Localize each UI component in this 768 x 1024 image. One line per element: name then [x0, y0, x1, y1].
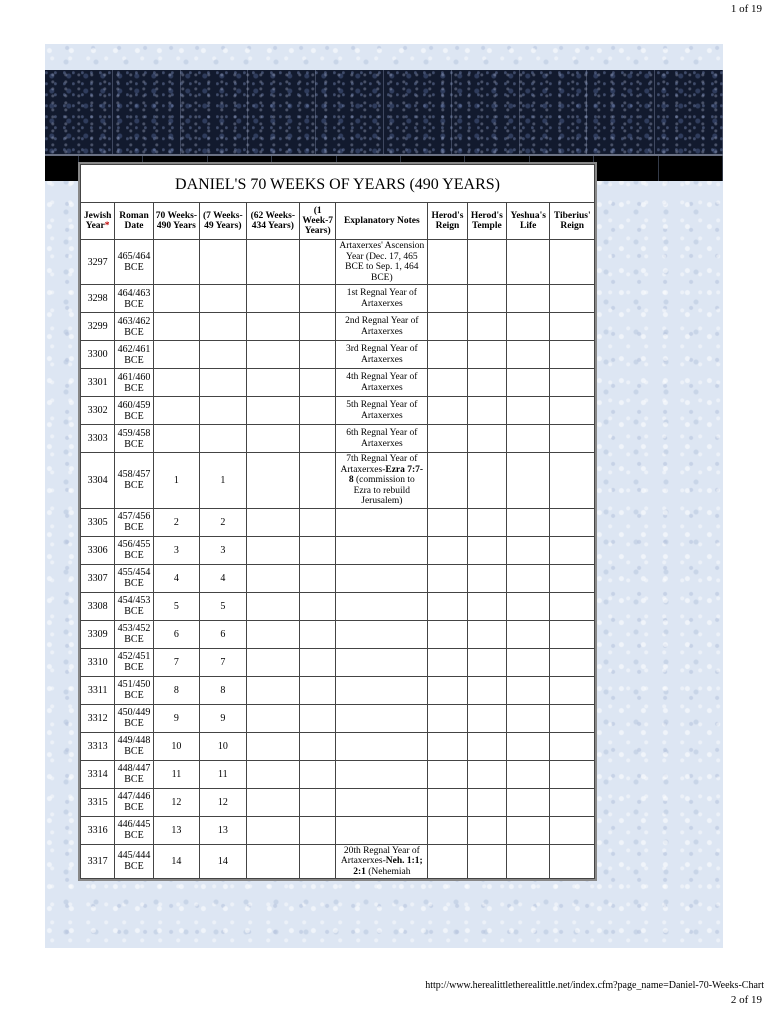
jewish-year-cell: 3310 [81, 648, 115, 676]
weeks70-cell [153, 397, 199, 425]
tiberius-reign-cell [550, 453, 595, 509]
weeks7-cell: 13 [200, 816, 246, 844]
jewish-year-cell: 3307 [81, 564, 115, 592]
weeks70-cell: 4 [153, 564, 199, 592]
herods-reign-cell [428, 592, 467, 620]
roman-date-cell: 450/449 BCE [115, 704, 153, 732]
weeks7-cell: 2 [200, 508, 246, 536]
scripture-reference: Ezra 7:7-8 [348, 464, 424, 485]
yeshuas-life-cell [507, 760, 550, 788]
yeshuas-life-cell [507, 620, 550, 648]
roman-date-cell: 446/445 BCE [115, 816, 153, 844]
weeks7-cell: 11 [200, 760, 246, 788]
page-number-top: 1 of 19 [730, 3, 762, 15]
herods-reign-cell [428, 620, 467, 648]
weeks62-cell [246, 620, 300, 648]
weeks70-cell: 11 [153, 760, 199, 788]
yeshuas-life-cell [507, 704, 550, 732]
table-row [81, 425, 595, 453]
yeshuas-life-cell [507, 592, 550, 620]
header-yeshuas-life: Yeshua's Life [507, 203, 550, 240]
weeks70-cell: 6 [153, 620, 199, 648]
weeks7-cell: 12 [200, 788, 246, 816]
weeks7-cell [200, 341, 246, 369]
table-row [81, 313, 595, 341]
jewish-year-cell: 3304 [81, 453, 115, 509]
tiberius-reign-cell [550, 704, 595, 732]
weeks70-cell: 9 [153, 704, 199, 732]
week1-cell [300, 453, 336, 509]
notes-cell [336, 732, 428, 760]
herods-reign-cell [428, 369, 467, 397]
herods-reign-cell [428, 564, 467, 592]
jewish-year-cell: 3297 [81, 240, 115, 285]
roman-date-cell: 463/462 BCE [115, 313, 153, 341]
weeks7-cell: 9 [200, 704, 246, 732]
herods-reign-cell [428, 240, 467, 285]
jewish-year-cell: 3298 [81, 285, 115, 313]
jewish-year-cell: 3313 [81, 732, 115, 760]
table-row [81, 453, 595, 509]
notes-cell: 1st Regnal Year of Artaxerxes [336, 285, 428, 313]
notes-cell [336, 564, 428, 592]
jewish-year-cell: 3300 [81, 341, 115, 369]
weeks70-cell: 10 [153, 732, 199, 760]
tiberius-reign-cell [550, 788, 595, 816]
herods-reign-cell [428, 732, 467, 760]
weeks62-cell [246, 240, 300, 285]
weeks70-cell [153, 369, 199, 397]
herods-reign-cell [428, 508, 467, 536]
roman-date-cell: 460/459 BCE [115, 397, 153, 425]
table-row [81, 369, 595, 397]
tiberius-reign-cell [550, 816, 595, 844]
table-row [81, 704, 595, 732]
week1-cell [300, 240, 336, 285]
week1-cell [300, 704, 336, 732]
header-row [81, 203, 595, 240]
tiberius-reign-cell [550, 620, 595, 648]
yeshuas-life-cell [507, 369, 550, 397]
jewish-year-cell: 3316 [81, 816, 115, 844]
weeks62-cell [246, 760, 300, 788]
header-62-weeks: (62 Weeks-434 Years) [246, 203, 300, 240]
week1-cell [300, 369, 336, 397]
week1-cell [300, 788, 336, 816]
notes-cell: 5th Regnal Year of Artaxerxes [336, 397, 428, 425]
weeks7-cell [200, 425, 246, 453]
weeks62-cell [246, 341, 300, 369]
weeks7-cell [200, 397, 246, 425]
yeshuas-life-cell [507, 425, 550, 453]
tiberius-reign-cell [550, 341, 595, 369]
herods-reign-cell [428, 676, 467, 704]
weeks70-cell [153, 285, 199, 313]
weeks70-cell [153, 240, 199, 285]
weeks70-cell: 5 [153, 592, 199, 620]
note-text: 7th Regnal Year of Artaxerxes- [340, 454, 418, 475]
table-row [81, 788, 595, 816]
herods-temple-cell [467, 704, 506, 732]
notes-cell: 3rd Regnal Year of Artaxerxes [336, 341, 428, 369]
herods-reign-cell [428, 788, 467, 816]
roman-date-cell: 452/451 BCE [115, 648, 153, 676]
jewish-year-cell: 3314 [81, 760, 115, 788]
tiberius-reign-cell [550, 564, 595, 592]
jewish-year-cell: 3311 [81, 676, 115, 704]
notes-cell [336, 508, 428, 536]
herods-reign-cell [428, 816, 467, 844]
chart-table-container [78, 162, 597, 881]
herods-reign-cell [428, 536, 467, 564]
yeshuas-life-cell [507, 732, 550, 760]
herods-temple-cell [467, 536, 506, 564]
weeks70-cell: 2 [153, 508, 199, 536]
tiberius-reign-cell [550, 676, 595, 704]
header-explanatory-notes: Explanatory Notes [336, 203, 428, 240]
tiberius-reign-cell [550, 425, 595, 453]
roman-date-cell: 465/464 BCE [115, 240, 153, 285]
header-herods-reign: Herod's Reign [428, 203, 467, 240]
week1-cell [300, 620, 336, 648]
table-row [81, 732, 595, 760]
yeshuas-life-cell [507, 788, 550, 816]
herods-temple-cell [467, 285, 506, 313]
table-row [81, 397, 595, 425]
weeks70-cell: 3 [153, 536, 199, 564]
table-row [81, 240, 595, 285]
week1-cell [300, 397, 336, 425]
page-number-bottom: 2 of 19 [730, 994, 762, 1006]
header-7-weeks: (7 Weeks-49 Years) [200, 203, 246, 240]
roman-date-cell: 451/450 BCE [115, 676, 153, 704]
yeshuas-life-cell [507, 536, 550, 564]
jewish-year-cell: 3303 [81, 425, 115, 453]
yeshuas-life-cell [507, 508, 550, 536]
herods-temple-cell [467, 676, 506, 704]
herods-reign-cell [428, 453, 467, 509]
herods-temple-cell [467, 369, 506, 397]
tiberius-reign-cell [550, 508, 595, 536]
tiberius-reign-cell [550, 592, 595, 620]
roman-date-cell: 464/463 BCE [115, 285, 153, 313]
herods-temple-cell [467, 313, 506, 341]
herods-reign-cell [428, 425, 467, 453]
table-row [81, 341, 595, 369]
week1-cell [300, 844, 336, 879]
jewish-year-cell: 3302 [81, 397, 115, 425]
notes-cell [336, 816, 428, 844]
daniel-70-weeks-table [80, 164, 595, 879]
notes-cell [336, 844, 428, 879]
herods-reign-cell [428, 844, 467, 879]
weeks70-cell: 8 [153, 676, 199, 704]
header-herods-temple: Herod's Temple [467, 203, 506, 240]
weeks7-cell [200, 285, 246, 313]
week1-cell [300, 732, 336, 760]
roman-date-cell: 453/452 BCE [115, 620, 153, 648]
tiberius-reign-cell [550, 397, 595, 425]
yeshuas-life-cell [507, 844, 550, 879]
weeks7-cell: 7 [200, 648, 246, 676]
notes-cell: 4th Regnal Year of Artaxerxes [336, 369, 428, 397]
jewish-year-cell: 3308 [81, 592, 115, 620]
week1-cell [300, 508, 336, 536]
tiberius-reign-cell [550, 369, 595, 397]
weeks62-cell [246, 648, 300, 676]
table-row [81, 760, 595, 788]
yeshuas-life-cell [507, 285, 550, 313]
herods-reign-cell [428, 285, 467, 313]
notes-cell [336, 536, 428, 564]
week1-cell [300, 676, 336, 704]
jewish-year-cell: 3306 [81, 536, 115, 564]
yeshuas-life-cell [507, 240, 550, 285]
yeshuas-life-cell [507, 676, 550, 704]
notes-cell [336, 648, 428, 676]
herods-temple-cell [467, 453, 506, 509]
notes-cell [336, 592, 428, 620]
weeks62-cell [246, 369, 300, 397]
weeks62-cell [246, 704, 300, 732]
weeks62-cell [246, 397, 300, 425]
weeks62-cell [246, 508, 300, 536]
tiberius-reign-cell [550, 313, 595, 341]
tiberius-reign-cell [550, 844, 595, 879]
table-row [81, 508, 595, 536]
table-row [81, 676, 595, 704]
header-banner [45, 70, 723, 156]
tiberius-reign-cell [550, 648, 595, 676]
yeshuas-life-cell [507, 397, 550, 425]
notes-cell [336, 453, 428, 509]
notes-cell: Artaxerxes' Ascension Year (Dec. 17, 465 BCE to Sep. 1, 464 BCE) [336, 240, 428, 285]
yeshuas-life-cell [507, 564, 550, 592]
header-1-week: (1 Week-7 Years) [300, 203, 336, 240]
weeks62-cell [246, 453, 300, 509]
roman-date-cell: 459/458 BCE [115, 425, 153, 453]
herods-temple-cell [467, 732, 506, 760]
roman-date-cell: 456/455 BCE [115, 536, 153, 564]
weeks62-cell [246, 313, 300, 341]
tiberius-reign-cell [550, 760, 595, 788]
week1-cell [300, 425, 336, 453]
week1-cell [300, 313, 336, 341]
weeks70-cell: 13 [153, 816, 199, 844]
roman-date-cell: 457/456 BCE [115, 508, 153, 536]
week1-cell [300, 341, 336, 369]
asterisk-mark: * [104, 221, 110, 231]
footer-url: http://www.herealittletherealittle.net/index.cfm?page_name=Daniel-70-Weeks-Chart [425, 980, 764, 991]
tiberius-reign-cell [550, 240, 595, 285]
note-text: (Nehemiah [365, 866, 411, 877]
jewish-year-cell: 3312 [81, 704, 115, 732]
table-row [81, 816, 595, 844]
weeks7-cell: 6 [200, 620, 246, 648]
weeks7-cell [200, 240, 246, 285]
weeks7-cell: 8 [200, 676, 246, 704]
herods-reign-cell [428, 397, 467, 425]
week1-cell [300, 760, 336, 788]
yeshuas-life-cell [507, 313, 550, 341]
herods-temple-cell [467, 648, 506, 676]
herods-temple-cell [467, 240, 506, 285]
roman-date-cell: 455/454 BCE [115, 564, 153, 592]
weeks62-cell [246, 592, 300, 620]
herods-reign-cell [428, 648, 467, 676]
yeshuas-life-cell [507, 341, 550, 369]
week1-cell [300, 285, 336, 313]
weeks62-cell [246, 676, 300, 704]
scripture-reference: Neh. 1:1; 2:1 [353, 856, 423, 877]
weeks7-cell: 14 [200, 844, 246, 879]
jewish-year-cell: 3309 [81, 620, 115, 648]
note-text: (commission to Ezra to rebuild Jerusalem) [353, 475, 415, 506]
notes-cell: 2nd Regnal Year of Artaxerxes [336, 313, 428, 341]
herods-temple-cell [467, 620, 506, 648]
weeks7-cell [200, 313, 246, 341]
weeks70-cell: 7 [153, 648, 199, 676]
tiberius-reign-cell [550, 536, 595, 564]
weeks70-cell [153, 425, 199, 453]
herods-temple-cell [467, 425, 506, 453]
week1-cell [300, 592, 336, 620]
notes-cell: 6th Regnal Year of Artaxerxes [336, 425, 428, 453]
weeks62-cell [246, 425, 300, 453]
roman-date-cell: 458/457 BCE [115, 453, 153, 509]
weeks7-cell: 3 [200, 536, 246, 564]
yeshuas-life-cell [507, 816, 550, 844]
header-roman-date: Roman Date [115, 203, 153, 240]
notes-cell [336, 760, 428, 788]
roman-date-cell: 445/444 BCE [115, 844, 153, 879]
herods-temple-cell [467, 788, 506, 816]
herods-reign-cell [428, 313, 467, 341]
jewish-year-cell: 3317 [81, 844, 115, 879]
weeks62-cell [246, 844, 300, 879]
herods-reign-cell [428, 704, 467, 732]
weeks70-cell [153, 341, 199, 369]
week1-cell [300, 564, 336, 592]
week1-cell [300, 648, 336, 676]
herods-temple-cell [467, 844, 506, 879]
table-row [81, 620, 595, 648]
weeks7-cell: 4 [200, 564, 246, 592]
notes-cell [336, 788, 428, 816]
roman-date-cell: 461/460 BCE [115, 369, 153, 397]
weeks70-cell: 14 [153, 844, 199, 879]
table-row [81, 648, 595, 676]
herods-temple-cell [467, 341, 506, 369]
table-row [81, 536, 595, 564]
herods-temple-cell [467, 592, 506, 620]
jewish-year-cell: 3305 [81, 508, 115, 536]
notes-cell [336, 620, 428, 648]
week1-cell [300, 536, 336, 564]
table-row [81, 592, 595, 620]
notes-cell [336, 676, 428, 704]
chart-title: DANIEL'S 70 WEEKS OF YEARS (490 YEARS) [81, 165, 595, 203]
weeks62-cell [246, 536, 300, 564]
roman-date-cell: 462/461 BCE [115, 341, 153, 369]
weeks7-cell [200, 369, 246, 397]
weeks62-cell [246, 285, 300, 313]
weeks62-cell [246, 732, 300, 760]
weeks62-cell [246, 564, 300, 592]
herods-temple-cell [467, 397, 506, 425]
note-text: 20th Regnal Year of Artaxerxes- [340, 845, 420, 866]
weeks7-cell: 10 [200, 732, 246, 760]
herods-temple-cell [467, 816, 506, 844]
herods-temple-cell [467, 564, 506, 592]
yeshuas-life-cell [507, 453, 550, 509]
herods-temple-cell [467, 508, 506, 536]
roman-date-cell: 448/447 BCE [115, 760, 153, 788]
weeks7-cell: 5 [200, 592, 246, 620]
table-row [81, 564, 595, 592]
yeshuas-life-cell [507, 648, 550, 676]
header-70-weeks: 70 Weeks-490 Years [153, 203, 199, 240]
table-row [81, 844, 595, 879]
tiberius-reign-cell [550, 285, 595, 313]
header-tiberius-reign: Tiberius' Reign [550, 203, 595, 240]
weeks62-cell [246, 816, 300, 844]
weeks70-cell: 12 [153, 788, 199, 816]
herods-temple-cell [467, 760, 506, 788]
weeks70-cell [153, 313, 199, 341]
jewish-year-cell: 3301 [81, 369, 115, 397]
roman-date-cell: 449/448 BCE [115, 732, 153, 760]
herods-reign-cell [428, 341, 467, 369]
jewish-year-cell: 3315 [81, 788, 115, 816]
weeks70-cell: 1 [153, 453, 199, 509]
tiberius-reign-cell [550, 732, 595, 760]
table-row [81, 285, 595, 313]
roman-date-cell: 447/446 BCE [115, 788, 153, 816]
notes-cell [336, 704, 428, 732]
table-body [81, 240, 595, 879]
weeks7-cell: 1 [200, 453, 246, 509]
header-jewish-year: Jewish Year* [81, 203, 115, 240]
herods-reign-cell [428, 760, 467, 788]
weeks62-cell [246, 788, 300, 816]
week1-cell [300, 816, 336, 844]
jewish-year-cell: 3299 [81, 313, 115, 341]
roman-date-cell: 454/453 BCE [115, 592, 153, 620]
